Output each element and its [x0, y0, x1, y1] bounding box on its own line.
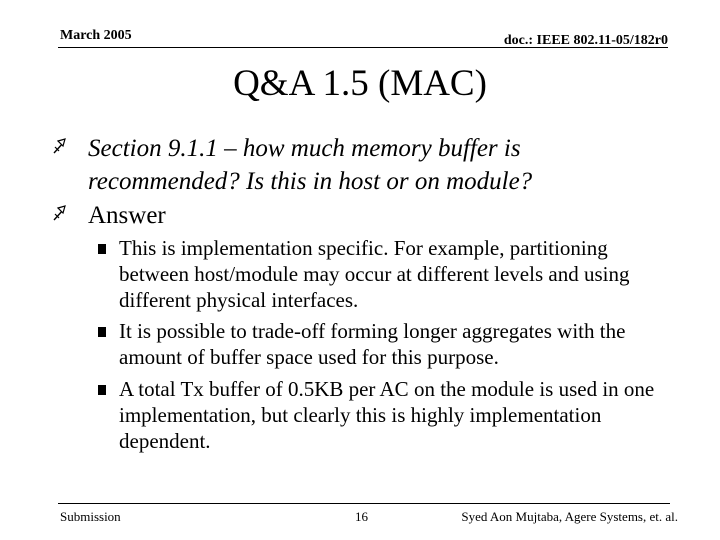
- slide-title: Q&A 1.5 (MAC): [233, 63, 487, 104]
- square-bullet-icon: [98, 385, 106, 395]
- header-divider: [58, 47, 668, 48]
- square-bullet-icon: [98, 244, 106, 254]
- arrow-bullet-icon: [52, 132, 68, 165]
- square-bullet-icon: [98, 327, 106, 337]
- bullet-text: Answer: [88, 202, 166, 229]
- sub-bullet-text: It is possible to trade-off forming longer aggregates with the amount of buffer space used for this purpose.: [119, 319, 626, 369]
- header-date: March 2005: [60, 28, 132, 43]
- footer-submission: Submission: [60, 509, 121, 524]
- footer-author: Syed Aon Mujtaba, Agere Systems, et. al.: [461, 509, 678, 524]
- footer-page-number: 16: [355, 509, 368, 524]
- bullet-text: Section 9.1.1 – how much memory buffer is recommended? Is this in host or on module?: [88, 135, 533, 195]
- header-doc-id: doc.: IEEE 802.11-05/182r0: [503, 33, 668, 48]
- footer-divider: [58, 503, 670, 504]
- arrow-bullet-icon: [52, 199, 68, 232]
- sub-bullet-text: A total Tx buffer of 0.5KB per AC on the module is used in one implementation, but clearly this is highly implementation dependent.: [119, 377, 655, 453]
- sub-bullet-text: This is implementation specific. For example, partitioning between host/module may occur at different levels and using different physical interfaces.: [119, 236, 630, 312]
